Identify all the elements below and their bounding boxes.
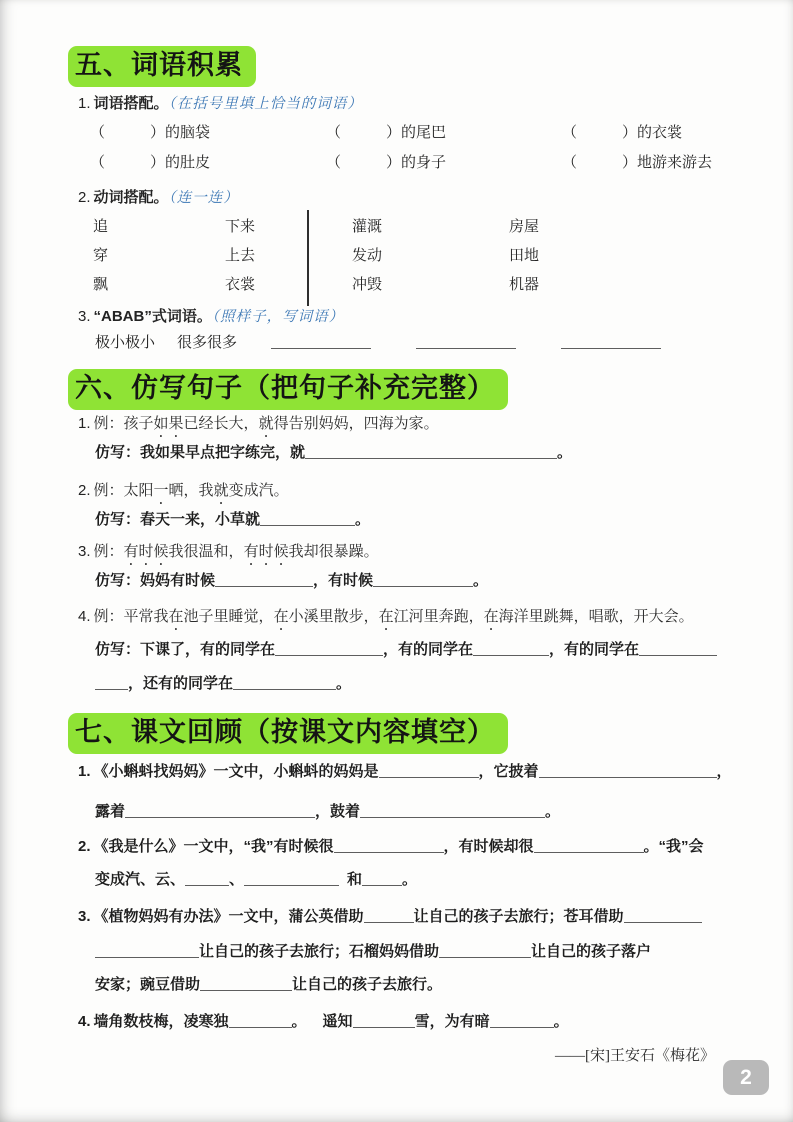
match-word: 穿: [93, 247, 109, 264]
spacer: [307, 1025, 323, 1026]
text-run: 。: [553, 1013, 569, 1030]
match-word: 冲毁: [352, 276, 383, 293]
blank-line: [95, 942, 199, 958]
blank-line: [275, 640, 383, 656]
item-number: 1.: [78, 763, 91, 780]
example-text: 例：平常我: [93, 609, 169, 625]
worksheet-line: [95, 508, 725, 532]
blank-line: [244, 870, 339, 886]
item-number: 1.: [78, 95, 91, 112]
emphasized-word: 就: [213, 483, 229, 499]
text-run: 。: [545, 803, 561, 820]
worksheet-line: [78, 905, 725, 929]
bracket-row: [90, 118, 725, 148]
item-number: 1.: [78, 415, 91, 432]
blank-line: [334, 837, 444, 853]
text-run: 让自己的孩子去旅行；石榴妈妈借助: [199, 943, 440, 960]
text-run: 。: [291, 1013, 307, 1030]
match-column: [509, 212, 539, 299]
blank-line: [185, 870, 229, 886]
match-word: 田地: [509, 247, 540, 264]
blank-line: [125, 802, 315, 818]
worksheet-line: [95, 973, 725, 997]
text-run: ，有的同学在: [383, 641, 474, 658]
blank-line: [416, 333, 516, 349]
emphasized-word: 一: [153, 483, 169, 499]
worksheet-line: [78, 479, 725, 508]
example-text: 例：孩子: [93, 416, 154, 432]
match-word: 飘: [93, 276, 109, 293]
worksheet-line: [78, 1010, 725, 1034]
item-number: 4.: [78, 608, 91, 625]
text-run: 仿写：妈妈有时候: [95, 572, 216, 589]
instruction-hint: （连一连）: [168, 190, 239, 206]
blank-line: [490, 1012, 554, 1028]
emphasized-word: 有时候: [243, 544, 289, 560]
item-label: “ABAB”式词语。: [93, 308, 212, 325]
text-run: ，有时候: [313, 572, 374, 589]
text-run: 变成汽、云、: [95, 871, 186, 888]
spacer: [371, 346, 416, 347]
text-run: ，它披着: [478, 763, 539, 780]
text-run: 、: [229, 871, 245, 888]
text-run: ，还有的同学在: [128, 675, 234, 692]
bracket-phrase: （ ）的身子: [326, 154, 447, 171]
bracket-phrase: （ ）地游来游去: [562, 154, 713, 171]
example-text: 我却很暴躁。: [288, 544, 379, 560]
match-word: 上去: [225, 247, 256, 264]
item-number: 2.: [78, 482, 91, 499]
worksheet-line: [78, 305, 725, 329]
blank-line: [561, 333, 661, 349]
spacer: [155, 346, 177, 347]
emphasized-word: 有时候: [123, 544, 169, 560]
text-run: 。: [473, 572, 489, 589]
bracket-phrase: （ ）的尾巴: [326, 124, 447, 141]
text-run: 。“我”会: [643, 838, 704, 855]
text-run: 让自己的孩子去旅行；苍耳借助: [413, 908, 624, 925]
blank-line: [305, 443, 557, 459]
blank-line: [95, 674, 128, 690]
text-run: 雪，为有暗: [414, 1013, 490, 1030]
example-text: ——[宋]王安石《梅花》: [555, 1048, 715, 1064]
page-number-badge: 2: [723, 1060, 769, 1095]
text-run: 《我是什么》一文中，“我”有时候很: [93, 838, 334, 855]
blank-line: [353, 1012, 415, 1028]
blank-line: [624, 907, 702, 923]
example-text: 我很温和，: [168, 544, 244, 560]
match-column: [225, 212, 307, 299]
text-run: 仿写：下课了，有的同学在: [95, 641, 276, 658]
item-number: 3.: [78, 908, 91, 925]
instruction-hint: （在括号里填上恰当的词语）: [168, 96, 363, 112]
text-run: 。: [355, 511, 371, 528]
text-run: 墙角数枝梅，凌寒独: [93, 1013, 229, 1030]
section-title: 六、仿写句子（把句子补充完整）: [68, 369, 508, 410]
worksheet-line: [95, 672, 725, 696]
match-exercise: [93, 212, 725, 299]
blank-line: [200, 975, 292, 991]
text-run: ，鼓着: [315, 803, 361, 820]
blank-line: [362, 870, 402, 886]
bracket-phrase: （ ）的肚皮: [90, 154, 211, 171]
section-title: 五、词语积累: [68, 46, 256, 87]
example-text: 得告别妈妈，四海为家。: [273, 416, 439, 432]
match-word: 发动: [352, 247, 383, 264]
example-text: 小溪里散步，: [288, 609, 379, 625]
item-label: 动词搭配。: [93, 189, 169, 206]
text-run: 安家；豌豆借助: [95, 976, 201, 993]
text-run: 仿写：我如果早点把字练完，就: [95, 444, 306, 461]
text-run: ，: [716, 763, 732, 780]
worksheet-line: [95, 569, 725, 593]
blank-line: [233, 674, 336, 690]
example-text: 晒，我: [168, 483, 214, 499]
text-run: 极小极小: [95, 334, 156, 351]
worksheet-line: [78, 605, 725, 634]
match-word: 灌溉: [352, 218, 383, 235]
text-run: 《小蝌蚪找妈妈》一文中，小蝌蚪的妈妈是: [93, 763, 379, 780]
worksheet-line: [95, 441, 725, 465]
text-run: 让自己的孩子落户: [531, 943, 652, 960]
item-label: 词语搭配。: [93, 95, 169, 112]
worksheet-line: [78, 92, 725, 116]
text-run: 。: [402, 871, 418, 888]
example-text: 池子里睡觉，: [183, 609, 274, 625]
emphasized-word: 就: [258, 416, 274, 432]
match-word: 机器: [509, 276, 540, 293]
worksheet-line: [78, 412, 725, 441]
blank-line: [215, 571, 313, 587]
item-number: 2.: [78, 838, 91, 855]
example-text: 江河里奔跑，: [393, 609, 484, 625]
example-text: 海洋里跳舞，唱歌，开大会。: [498, 609, 694, 625]
text-run: 很多很多: [177, 334, 238, 351]
emphasized-word: 在: [168, 609, 184, 625]
text-run: 仿写：春天一来，小草就: [95, 511, 261, 528]
worksheet-line: [78, 760, 732, 784]
worksheet-line: [95, 638, 725, 662]
spacer: [339, 883, 347, 884]
example-text: 例：太阳: [93, 483, 154, 499]
worksheet-line: [78, 540, 725, 569]
blank-line: [364, 907, 414, 923]
emphasized-word: 在: [273, 609, 289, 625]
blank-line: [379, 762, 479, 778]
worksheet-line: [95, 331, 725, 355]
match-word: 下来: [225, 218, 256, 235]
attribution: [68, 1044, 715, 1068]
section-heading: [68, 46, 725, 87]
bracket-phrase: （ ）的脑袋: [90, 124, 211, 141]
match-word: 房屋: [509, 218, 540, 235]
worksheet-line: [78, 186, 725, 210]
text-run: ，有时候却很: [443, 838, 534, 855]
match-divider: [307, 210, 309, 306]
section-title: 七、课文回顾（按课文内容填空）: [68, 713, 508, 754]
text-run: 。: [557, 444, 573, 461]
blank-line: [271, 333, 371, 349]
text-run: ，有的同学在: [549, 641, 640, 658]
section-heading: [68, 369, 725, 410]
example-text: 例：: [93, 544, 124, 560]
emphasized-word: 如果: [153, 416, 184, 432]
text-run: 《植物妈妈有办法》一文中，蒲公英借助: [93, 908, 364, 925]
blank-line: [639, 640, 717, 656]
worksheet-line: [95, 800, 725, 824]
bracket-row: [90, 148, 725, 178]
emphasized-word: 在: [378, 609, 394, 625]
section-heading: [68, 713, 725, 754]
blank-line: [439, 942, 531, 958]
match-column: [352, 212, 509, 299]
match-word: 追: [93, 218, 109, 235]
text-run: 露着: [95, 803, 126, 820]
blank-line: [373, 571, 473, 587]
blank-line: [473, 640, 549, 656]
example-text: 变成汽。: [228, 483, 289, 499]
spacer: [516, 346, 561, 347]
item-number: 2.: [78, 189, 91, 206]
blank-line: [360, 802, 545, 818]
match-column: [93, 212, 225, 299]
item-number: 4.: [78, 1013, 91, 1030]
bracket-phrase: （ ）的衣裳: [562, 124, 683, 141]
item-number: 3.: [78, 543, 91, 560]
example-text: 已经长大，: [183, 416, 259, 432]
emphasized-word: 在: [483, 609, 499, 625]
match-word: 衣裳: [225, 276, 256, 293]
text-run: 。: [336, 675, 352, 692]
text-run: 和: [347, 871, 363, 888]
blank-line: [229, 1012, 292, 1028]
worksheet-line: [95, 940, 725, 964]
worksheet-line: [78, 835, 725, 859]
blank-line: [260, 510, 355, 526]
worksheet-line: [95, 868, 725, 892]
text-run: 让自己的孩子去旅行。: [292, 976, 443, 993]
spacer: [237, 346, 271, 347]
instruction-hint: （照样子，写词语）: [211, 309, 345, 325]
item-number: 3.: [78, 308, 91, 325]
blank-line: [534, 837, 644, 853]
blank-line: [539, 762, 717, 778]
text-run: 遥知: [322, 1013, 353, 1030]
